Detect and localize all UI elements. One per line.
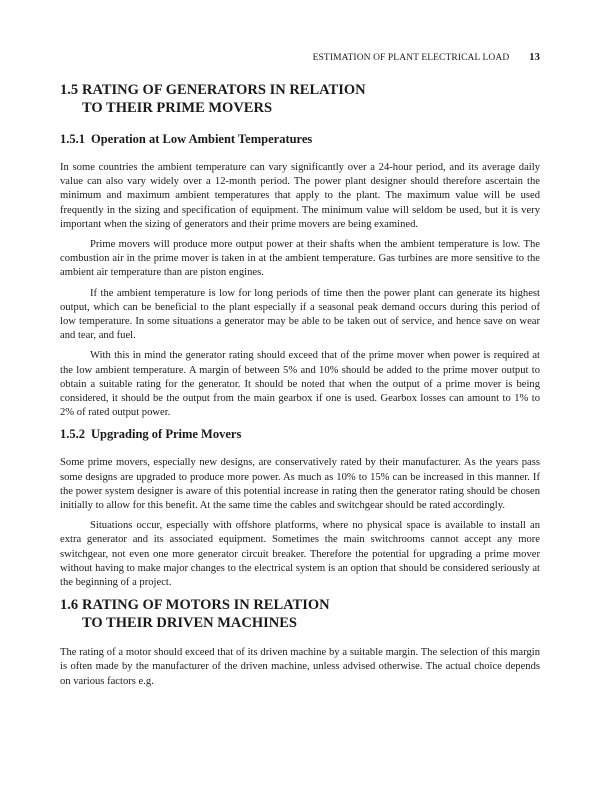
running-head-title: ESTIMATION OF PLANT ELECTRICAL LOAD (312, 53, 510, 63)
paragraph: With this in mind the generator rating should exceed that of the prime mover when power is required at the low ambient temperature. A margin of between 5% and 10% should be added to the prime mover output to obtain a suitable rating for the generator. It should be noted that when the output of a prime mover is being considered, it should be the output from the main gearbox if one is used. Gearbox losses can amount to 1% to 2% of rated output power. (60, 350, 540, 419)
paragraph: If the ambient temperature is low for long periods of time then the power plant can generate its highest output, which can be beneficial to the plant especially if a seasonal peak demand occurs during this period of low temperature. In some situations a generator may be able to be taken out of service, and hence save on wear and tear, and fuel. (60, 287, 540, 342)
section-title-line2: TO THEIR DRIVEN MACHINES (82, 615, 297, 632)
paragraph: In some countries the ambient temperature can vary significantly over a 24-hour period, and its average daily value can also vary widely over a 12-month period. The power plant designer should therefore ascertain the minimum and maximum ambient temperatures that apply to the plant. The maximum value will be used frequently in the sizing and specification of equipment. The minimum value will seldom be used, but it is very important when the sizing of generators and their prime movers are being examined. (60, 162, 540, 230)
section-heading-1-6 (60, 596, 540, 632)
subsection-title: Operation at Low Ambient Temperatures (91, 132, 313, 146)
section-title-line1: RATING OF GENERATORS IN RELATION (82, 82, 366, 98)
section-number: 1.5 (60, 82, 79, 98)
subsection-title: Upgrading of Prime Movers (91, 427, 242, 442)
subsection-heading-1-5-2 (60, 426, 540, 442)
section-heading-1-5 (60, 81, 540, 117)
subsection-heading-1-5-1 (60, 131, 540, 147)
section-title-line1: RATING OF MOTORS IN RELATION (82, 597, 330, 614)
paragraph: Some prime movers, especially new designs, are conservatively rated by their manufacturer. As the years pass some designs are upgraded to produce more power. As much as 10% to 15% can be increased in this manner. If the power system designer is aware of this potential increase in rating then the generator rating should be chosen initially to allow for this benefit. At the same time the cables and switchgear should be rated accordingly. (60, 457, 540, 512)
paragraph: Situations occur, especially with offshore platforms, where no physical space is available to install an extra generator and its associated equipment. Sometimes the main switchrooms cannot accept any more switchgear, not even one more generator circuit breaker. Therefore the potential for upgrading a prime mover without having to make major changes to the electrical system is an option that should be considered seriously at the beginning of a project. (60, 520, 540, 589)
section-title-line2: TO THEIR PRIME MOVERS (82, 100, 273, 116)
subsection-number: 1.5.2 (60, 427, 85, 442)
paragraph: Prime movers will produce more output power at their shafts when the ambient temperature is low. The combustion air in the prime mover is taken in at the ambient temperature. Gas turbines are more sensitive to the ambient air temperature than are piston engines. (60, 239, 540, 279)
subsection-number: 1.5.1 (60, 132, 85, 146)
running-head (60, 52, 540, 63)
document-page (60, 52, 540, 695)
section-number: 1.6 (60, 597, 79, 614)
page-number: 13 (529, 52, 540, 63)
paragraph: The rating of a motor should exceed that of its driven machine by a suitable margin. The selection of this margin is often made by the manufacturer of the driven machine, unless advised otherwise. The actual choice depends on various factors e.g. (60, 647, 540, 687)
